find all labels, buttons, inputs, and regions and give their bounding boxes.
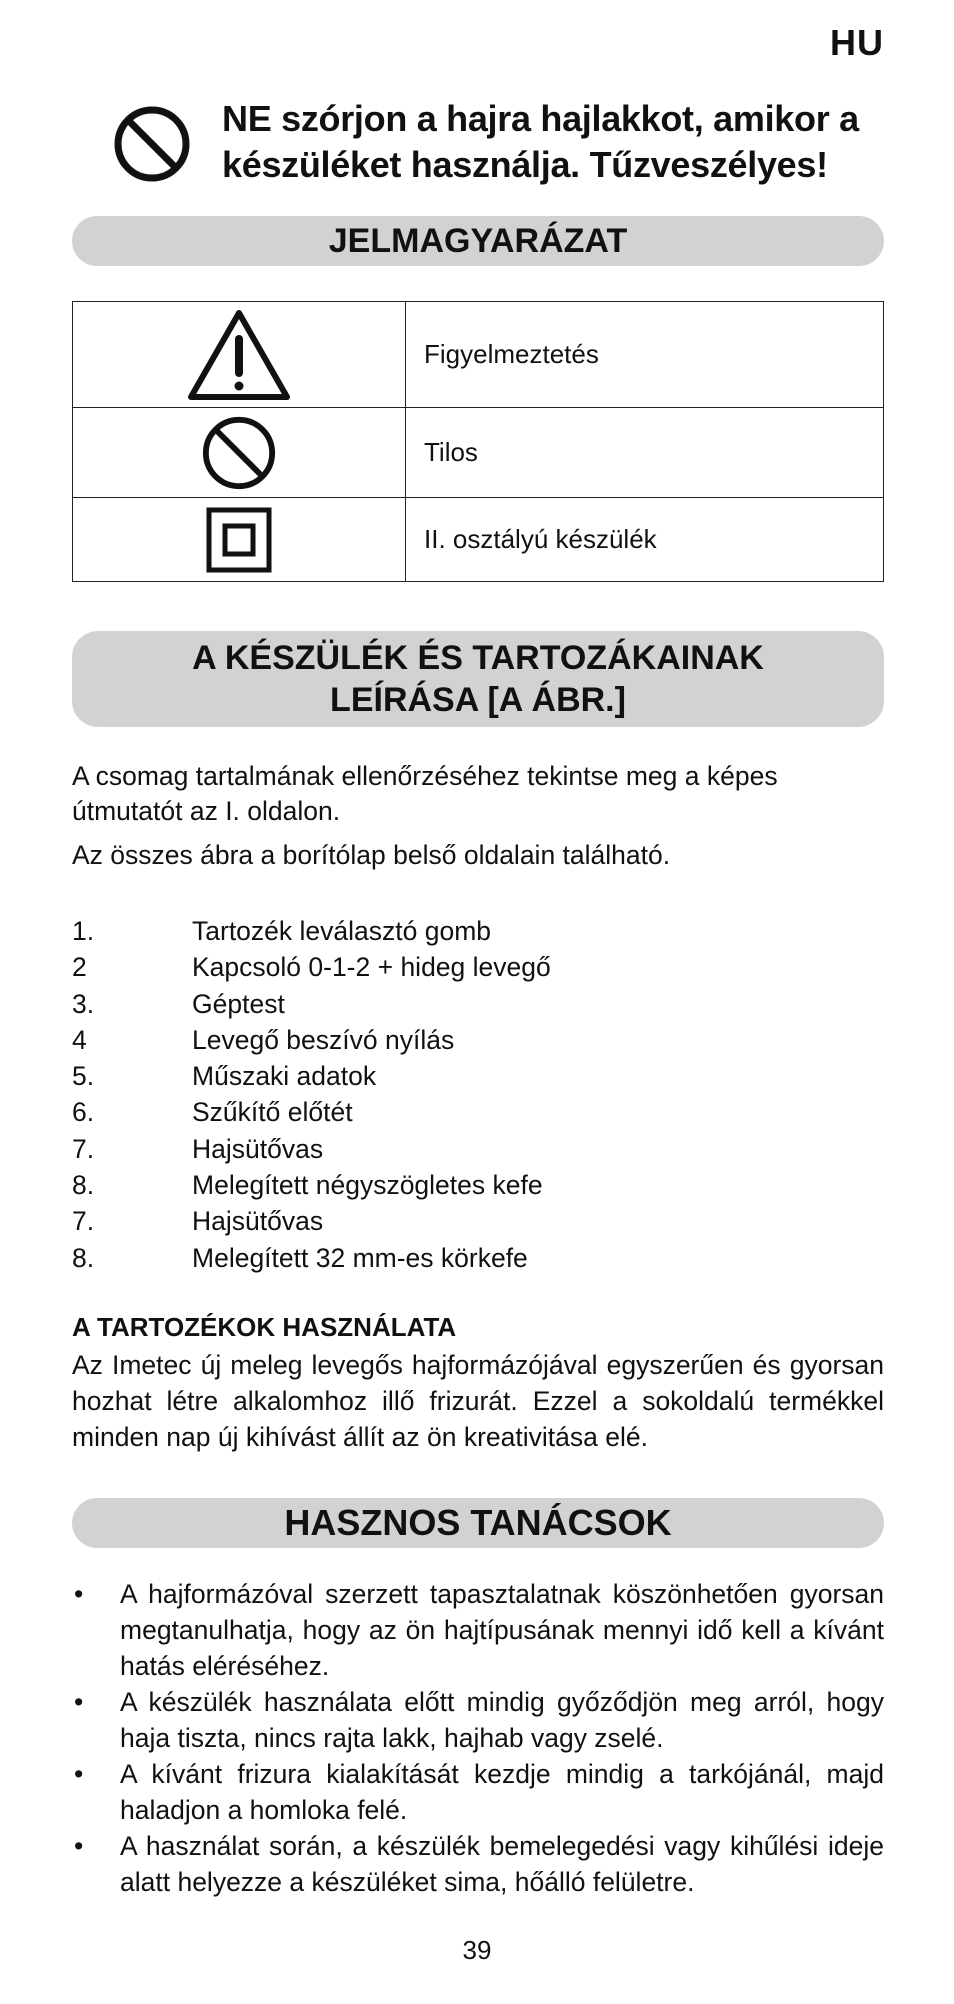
list-item [72, 1240, 884, 1276]
list-item [72, 1094, 884, 1130]
legend-row [73, 408, 884, 498]
bullet: • [74, 1831, 84, 1861]
prohibition-icon [112, 104, 192, 184]
list-item [72, 1167, 884, 1203]
accessories-heading: A TARTOZÉKOK HASZNÁLATA [72, 1312, 457, 1342]
legend-title: JELMAGYARÁZAT [72, 216, 884, 266]
legend-row [73, 302, 884, 408]
item-number: 1. [72, 916, 95, 946]
list-item [72, 1828, 884, 1900]
legend-table [72, 301, 884, 582]
page-number: 39 [462, 1935, 492, 1965]
item-number: 7. [72, 1206, 95, 1237]
list-item [72, 1756, 884, 1828]
description-title-line2: LEÍRÁSA [A ÁBR.] [330, 681, 626, 719]
class-ii-double-square-icon [205, 506, 273, 574]
list-item [72, 1576, 884, 1684]
description-title-line1: A KÉSZÜLÉK ÉS TARTOZÁKAINAK [192, 639, 764, 677]
accessories-text: Az Imetec új meleg levegős hajformázójával egyszerűen és gyorsan hozhat létre alkalomhoz illő frizurát. Ezzel a sokoldalú termékkel minden nap új kihívást állít az ön kreativitása elé. [72, 1350, 884, 1452]
tip-text: A kívánt frizura kialakítását kezdje mindig a tarkójánál, majd haladjon a homloka felé. [120, 1759, 884, 1825]
bullet: • [74, 1759, 84, 1789]
item-label: Hajsütővas [192, 1133, 324, 1164]
item-label: Melegített 32 mm-es körkefe [192, 1242, 528, 1273]
list-item [72, 1058, 884, 1094]
legend-label: II. osztályú készülék [406, 498, 884, 582]
list-item [72, 949, 884, 985]
tips-title: HASZNOS TANÁCSOK [72, 1498, 884, 1548]
item-number: 6. [72, 1097, 95, 1128]
tip-text: A hajformázóval szerzett tapasztalatnak köszönhetően gyorsan megtanulhatja, hogy az ön hajtípusának mennyi idő kell a kívánt hatás eléréséhez. [120, 1579, 884, 1681]
list-item [72, 1022, 884, 1058]
tip-text: A készülék használata előtt mindig győződjön meg arról, hogy haja tiszta, nincs rajta lakk, hajhab vagy zselé. [120, 1687, 884, 1753]
tips-list [72, 1576, 884, 1900]
description-title [72, 631, 884, 727]
item-label: Géptest [192, 988, 285, 1019]
list-item [72, 1684, 884, 1756]
warning-text: NE szórjon a hajra hajlakkot, amikor a készüléket használja. Tűzveszélyes! [222, 98, 859, 185]
bullet: • [74, 1579, 84, 1609]
list-item [72, 1203, 884, 1239]
warning-triangle-icon [184, 305, 294, 405]
list-item [72, 1131, 884, 1167]
item-label: Kapcsoló 0-1-2 + hideg levegő [192, 952, 551, 983]
item-label: Műszaki adatok [192, 1061, 377, 1092]
item-label: Melegített négyszögletes kefe [192, 1170, 543, 1201]
item-number: 7. [72, 1133, 95, 1164]
item-label: Szűkítő előtét [192, 1097, 353, 1128]
description-para1: A csomag tartalmának ellenőrzéséhez tekintse meg a képes útmutatót az I. oldalon. [72, 761, 778, 826]
item-number: 5. [72, 1061, 95, 1092]
item-number: 4 [72, 1024, 87, 1055]
legend-label: Figyelmeztetés [406, 302, 884, 408]
list-item [72, 986, 884, 1022]
item-label: Tartozék leválasztó gomb [192, 916, 492, 946]
item-number: 3. [72, 988, 95, 1019]
prohibition-icon [200, 414, 278, 492]
item-number: 8. [72, 1170, 95, 1201]
item-label: Levegő beszívó nyílás [192, 1024, 455, 1055]
legend-row [73, 498, 884, 582]
legend-label: Tilos [406, 408, 884, 498]
item-label: Hajsütővas [192, 1206, 324, 1237]
tip-text: A használat során, a készülék bemelegedési vagy kihűlési ideje alatt helyezze a készüléket sima, hőálló felületre. [120, 1831, 884, 1897]
description-para2: Az összes ábra a borítólap belső oldalain található. [72, 840, 671, 870]
parts-list [72, 913, 884, 1276]
list-item [72, 913, 884, 949]
item-number: 2 [72, 952, 87, 983]
item-number: 8. [72, 1242, 95, 1273]
bullet: • [74, 1687, 84, 1717]
language-code: HU [830, 22, 884, 63]
